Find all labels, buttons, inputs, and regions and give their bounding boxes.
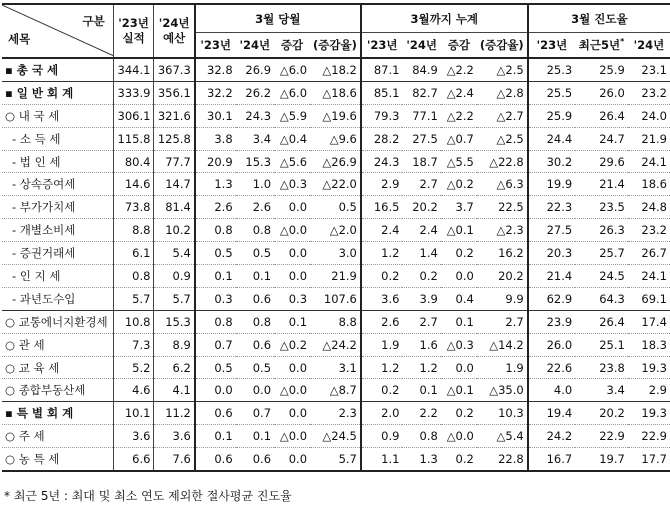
corner-bottom-label: 세목 [8, 32, 31, 46]
cell-value: 0.0 [274, 356, 310, 379]
cell-value: 0.5 [236, 356, 274, 379]
cell-value: △0.2 [274, 333, 310, 356]
cell-value: 25.7 [575, 242, 628, 265]
cell-value: 0.3 [195, 287, 236, 310]
sub-header: 증감 [274, 33, 310, 59]
row-label: - 증권거래세 [2, 242, 113, 265]
cell-value: 0.1 [402, 379, 440, 402]
row-label: - 법 인 세 [2, 150, 113, 173]
cell-value: 19.3 [628, 402, 670, 425]
cell-value: 0.1 [195, 265, 236, 288]
cell-value: △18.6 [310, 81, 361, 104]
cell-value: 0.1 [195, 425, 236, 448]
cell-value: △26.9 [310, 150, 361, 173]
cell-value: 22.8 [477, 448, 528, 471]
cell-value: 0.5 [195, 356, 236, 379]
sub-header: '23년 [361, 33, 403, 59]
cell-value: 0.8 [236, 310, 274, 333]
cell-value: △22.8 [477, 150, 528, 173]
cell-value: 0.8 [236, 219, 274, 242]
cell-value: 6.1 [113, 242, 154, 265]
cell-value: 3.7 [441, 196, 477, 219]
cell-value: 1.9 [361, 333, 403, 356]
cell-value: 1.1 [361, 448, 403, 471]
cell-value: 2.7 [402, 310, 440, 333]
row-label: ○ 교통에너지환경세 [2, 310, 113, 333]
cell-value: △0.7 [441, 127, 477, 150]
cell-value: △24.2 [310, 333, 361, 356]
cell-value: 24.3 [236, 104, 274, 127]
cell-value: 3.6 [361, 287, 403, 310]
cell-value: 32.2 [195, 81, 236, 104]
cell-value: △0.4 [274, 127, 310, 150]
cell-value: △2.2 [441, 104, 477, 127]
cell-value: 73.8 [113, 196, 154, 219]
cell-value: △2.2 [446, 62, 474, 77]
cell-value: 24.2 [528, 425, 576, 448]
cell-value: 0.9 [154, 265, 195, 288]
cell-value: 79.3 [361, 104, 403, 127]
cell-value: 85.1 [361, 81, 403, 104]
cell-value: 25.5 [528, 81, 576, 104]
cell-value: 26.9 [245, 62, 272, 77]
cell-value: △19.6 [310, 104, 361, 127]
cell-value: 356.1 [154, 81, 195, 104]
cell-value: △5.4 [477, 425, 528, 448]
cell-value: 26.4 [575, 104, 628, 127]
cell-value: 18.3 [628, 333, 670, 356]
table-row [2, 265, 670, 288]
col-23-actual-line2: 실적 [122, 31, 145, 45]
cell-value: 16.5 [361, 196, 403, 219]
cell-value: 84.9 [412, 62, 438, 77]
cell-value: 125.8 [154, 127, 195, 150]
cell-value: 0.1 [274, 310, 310, 333]
cell-value: 14.6 [113, 173, 154, 196]
cell-value: 7.3 [113, 333, 154, 356]
cell-value: 22.9 [575, 425, 628, 448]
cell-value: 0.5 [310, 196, 361, 219]
cell-value: 306.1 [113, 104, 154, 127]
col-24-budget [154, 4, 195, 58]
cell-value: △5.6 [274, 150, 310, 173]
table-row [2, 104, 670, 127]
cell-value: 10.2 [154, 219, 195, 242]
cell-value: 21.4 [575, 173, 628, 196]
cell-value: 2.6 [361, 310, 403, 333]
cell-value: 2.6 [195, 196, 236, 219]
cell-value: 2.2 [402, 402, 440, 425]
cell-value: 0.0 [274, 265, 310, 288]
cell-value: 5.7 [310, 448, 361, 471]
sub-header: '23년 [195, 33, 236, 59]
group-cumulative: 3월까지 누계 [361, 4, 528, 33]
cell-value: 69.1 [628, 287, 670, 310]
cell-value: 62.9 [528, 287, 576, 310]
cell-value: 0.8 [195, 219, 236, 242]
cell-value: 25.9 [599, 62, 625, 77]
table-row [2, 379, 670, 402]
cell-value: △24.5 [310, 425, 361, 448]
cell-value: △35.0 [477, 379, 528, 402]
cell-value: 16.2 [477, 242, 528, 265]
cell-value: 0.1 [441, 310, 477, 333]
cell-value: 19.3 [628, 356, 670, 379]
sub-header: '23년 [528, 33, 576, 59]
cell-value: 25.3 [528, 58, 576, 81]
cell-value: △6.3 [477, 173, 528, 196]
cell-value: 0.0 [274, 448, 310, 471]
cell-value: 22.9 [628, 425, 670, 448]
cell-value: 17.7 [628, 448, 670, 471]
sub-header: (증감율) [310, 33, 361, 59]
cell-value: 80.4 [113, 150, 154, 173]
cell-value: △2.8 [477, 81, 528, 104]
sub-header: (증감율) [477, 33, 528, 59]
cell-value: 16.7 [528, 448, 576, 471]
cell-value: 26.2 [236, 81, 274, 104]
cell-value: 15.3 [154, 310, 195, 333]
row-label: - 과년도수입 [2, 287, 113, 310]
cell-value: 23.8 [575, 356, 628, 379]
cell-value: 0.2 [361, 379, 403, 402]
table-row [2, 242, 670, 265]
table-row [2, 58, 670, 81]
cell-value: 3.4 [236, 127, 274, 150]
cell-value: 0.0 [274, 196, 310, 219]
cell-value: 29.6 [575, 150, 628, 173]
table-row [2, 287, 670, 310]
cell-value: 0.8 [195, 310, 236, 333]
cell-value: 0.6 [236, 287, 274, 310]
cell-value: 21.9 [628, 127, 670, 150]
row-label: ○ 내 국 세 [2, 104, 113, 127]
cell-value: 0.0 [274, 242, 310, 265]
cell-value: 87.1 [361, 58, 403, 81]
table-row [2, 425, 670, 448]
cell-value: 3.6 [154, 425, 195, 448]
cell-value: 25.1 [575, 333, 628, 356]
row-label: ▪ 특 별 회 계 [2, 402, 113, 425]
cell-value: 2.4 [402, 219, 440, 242]
cell-value: 10.3 [477, 402, 528, 425]
cell-value: 32.8 [195, 58, 236, 81]
cell-value: 19.9 [528, 173, 576, 196]
cell-value: 30.1 [195, 104, 236, 127]
cell-value: 18.7 [402, 150, 440, 173]
cell-value: 1.2 [361, 242, 403, 265]
cell-value: 2.7 [402, 173, 440, 196]
cell-value: 24.1 [628, 265, 670, 288]
sub-header-recent5: 최근5년 [578, 38, 621, 52]
cell-value: △0.0 [441, 425, 477, 448]
cell-value: 7.6 [154, 448, 195, 471]
cell-value: 3.1 [310, 356, 361, 379]
col-23-actual [113, 4, 154, 58]
cell-value: △14.2 [477, 333, 528, 356]
row-label: ○ 교 육 세 [2, 356, 113, 379]
cell-value: 3.8 [195, 127, 236, 150]
sub-header: 증감 [441, 33, 477, 59]
cell-value: 8.9 [154, 333, 195, 356]
cell-value: 14.7 [154, 173, 195, 196]
cell-value: 5.7 [113, 287, 154, 310]
table-row [2, 333, 670, 356]
cell-value: 23.2 [628, 81, 670, 104]
cell-value: 64.3 [575, 287, 628, 310]
cell-value: 1.9 [477, 356, 528, 379]
cell-value: △0.0 [274, 379, 310, 402]
cell-value: 20.2 [402, 196, 440, 219]
table-row [2, 173, 670, 196]
row-label: - 부가가치세 [2, 196, 113, 219]
cell-value: 27.5 [402, 127, 440, 150]
cell-value: 5.4 [154, 242, 195, 265]
cell-value: 0.2 [361, 265, 403, 288]
cell-value: 0.2 [402, 265, 440, 288]
cell-value: 17.4 [628, 310, 670, 333]
cell-value: 23.5 [575, 196, 628, 219]
cell-value: 2.6 [236, 196, 274, 219]
cell-value: 0.0 [236, 379, 274, 402]
cell-value: 28.2 [361, 127, 403, 150]
sub-header: '24년 [402, 33, 440, 59]
cell-value: 20.3 [528, 242, 576, 265]
cell-value: 3.6 [113, 425, 154, 448]
row-label: ▪ 일 반 회 계 [2, 81, 113, 104]
cell-value: 20.2 [575, 402, 628, 425]
cell-value: △5.9 [274, 104, 310, 127]
cell-value: 0.2 [441, 448, 477, 471]
cell-value: 0.8 [402, 425, 440, 448]
cell-value: 26.3 [575, 219, 628, 242]
tax-revenue-table [2, 3, 670, 472]
table-row [2, 81, 670, 104]
col-24-budget-line1: '24년 [158, 16, 190, 30]
cell-value: 0.5 [236, 242, 274, 265]
cell-value: 11.2 [154, 402, 195, 425]
cell-value: 24.1 [628, 150, 670, 173]
cell-value: 3.0 [310, 242, 361, 265]
cell-value: △0.1 [441, 379, 477, 402]
cell-value: 1.3 [195, 173, 236, 196]
cell-value: 82.7 [402, 81, 440, 104]
cell-value: 1.3 [402, 448, 440, 471]
cell-value: △0.3 [274, 173, 310, 196]
row-label: ○ 종합부동산세 [2, 379, 113, 402]
cell-value: 5.2 [113, 356, 154, 379]
cell-value: 0.9 [361, 425, 403, 448]
cell-value: 26.4 [575, 310, 628, 333]
footnote-mark: * [620, 37, 625, 47]
cell-value: △6.0 [279, 62, 308, 77]
cell-value: 0.5 [195, 242, 236, 265]
cell-value: 0.2 [441, 402, 477, 425]
cell-value: 0.6 [195, 448, 236, 471]
cell-value: 20.2 [477, 265, 528, 288]
cell-value: 27.5 [528, 219, 576, 242]
cell-value: 23.2 [628, 219, 670, 242]
cell-value: 81.4 [154, 196, 195, 219]
row-label: - 상속증여세 [2, 173, 113, 196]
cell-value: 0.3 [274, 287, 310, 310]
cell-value: 22.5 [477, 196, 528, 219]
cell-value: 2.4 [361, 219, 403, 242]
cell-value: 1.2 [361, 356, 403, 379]
cell-value: △0.2 [441, 173, 477, 196]
cell-value: 9.9 [477, 287, 528, 310]
cell-value: 0.0 [274, 402, 310, 425]
cell-value: 0.6 [236, 448, 274, 471]
cell-value: 21.9 [310, 265, 361, 288]
cell-value: 0.0 [441, 356, 477, 379]
table-row [2, 448, 670, 471]
col-24-budget-line2: 예산 [163, 31, 186, 45]
cell-value: 21.4 [528, 265, 576, 288]
cell-value: 2.0 [361, 402, 403, 425]
cell-value: 23.9 [528, 310, 576, 333]
cell-value: 24.5 [575, 265, 628, 288]
col-23-actual-line1: '23년 [118, 16, 149, 30]
cell-value: 24.4 [528, 127, 576, 150]
cell-value: 19.7 [575, 448, 628, 471]
sub-header: '24년 [236, 33, 274, 59]
cell-value: 0.7 [236, 402, 274, 425]
cell-value: △2.3 [477, 219, 528, 242]
cell-value: 367.3 [154, 58, 195, 81]
cell-value: △0.3 [441, 333, 477, 356]
cell-value: 22.6 [528, 356, 576, 379]
cell-value: △6.0 [274, 81, 310, 104]
cell-value: 0.1 [236, 425, 274, 448]
table-body [2, 58, 670, 471]
cell-value: 6.6 [113, 448, 154, 471]
cell-value: 0.7 [195, 333, 236, 356]
cell-value: 25.9 [528, 104, 576, 127]
row-label: ○ 주 세 [2, 425, 113, 448]
cell-value: 26.0 [575, 81, 628, 104]
cell-value: 24.8 [628, 196, 670, 219]
cell-value: △2.7 [477, 104, 528, 127]
table-row [2, 219, 670, 242]
cell-value: 30.2 [528, 150, 576, 173]
group-march: 3월 당월 [195, 4, 361, 33]
table-row [2, 402, 670, 425]
cell-value: 321.6 [154, 104, 195, 127]
cell-value: △18.2 [322, 62, 357, 77]
row-label: - 인 지 세 [2, 265, 113, 288]
table-row [2, 127, 670, 150]
cell-value: 77.1 [402, 104, 440, 127]
cell-value: 22.3 [528, 196, 576, 219]
cell-value: 10.8 [113, 310, 154, 333]
cell-value: 4.1 [154, 379, 195, 402]
cell-value: △22.0 [310, 173, 361, 196]
cell-value: 1.2 [402, 356, 440, 379]
cell-value: 0.6 [236, 333, 274, 356]
sub-header [575, 33, 628, 59]
cell-value: 5.7 [154, 287, 195, 310]
row-label: ○ 관 세 [2, 333, 113, 356]
cell-value: 77.7 [154, 150, 195, 173]
cell-value: 0.0 [441, 265, 477, 288]
cell-value: 0.8 [113, 265, 154, 288]
cell-value: 0.2 [441, 242, 477, 265]
table-row [2, 310, 670, 333]
table-row [2, 196, 670, 219]
cell-value: 107.6 [310, 287, 361, 310]
sub-header: '24년 [628, 33, 670, 59]
cell-value: 3.4 [575, 379, 628, 402]
cell-value: 2.7 [477, 310, 528, 333]
cell-value: 333.9 [113, 81, 154, 104]
cell-value: 1.0 [236, 173, 274, 196]
cell-value: 2.9 [628, 379, 670, 402]
cell-value: △0.1 [441, 219, 477, 242]
cell-value: 24.0 [628, 104, 670, 127]
cell-value: △2.5 [496, 62, 524, 77]
group-progress-rate: 3월 진도율 [528, 4, 670, 33]
corner-header [2, 4, 113, 58]
cell-value: △2.5 [477, 127, 528, 150]
cell-value: 344.1 [113, 58, 154, 81]
row-label: ▪ 총 국 세 [5, 62, 59, 77]
cell-value: 0.0 [195, 379, 236, 402]
cell-value: 0.4 [441, 287, 477, 310]
cell-value: 8.8 [113, 219, 154, 242]
cell-value: 24.3 [361, 150, 403, 173]
cell-value: △9.6 [310, 127, 361, 150]
corner-top-label: 구분 [82, 14, 105, 28]
cell-value: 4.0 [528, 379, 576, 402]
cell-value: 8.8 [310, 310, 361, 333]
cell-value: 26.7 [628, 242, 670, 265]
cell-value: 0.1 [236, 265, 274, 288]
cell-value: △2.0 [310, 219, 361, 242]
cell-value: 18.6 [628, 173, 670, 196]
cell-value: 0.6 [195, 402, 236, 425]
cell-value: 1.6 [402, 333, 440, 356]
cell-value: △5.5 [441, 150, 477, 173]
table-row [2, 150, 670, 173]
row-label: - 소 득 세 [2, 127, 113, 150]
row-label: ○ 농 특 세 [2, 448, 113, 471]
table-row [2, 356, 670, 379]
cell-value: △8.7 [310, 379, 361, 402]
cell-value: 115.8 [113, 127, 154, 150]
row-label: - 개별소비세 [2, 219, 113, 242]
cell-value: 10.1 [113, 402, 154, 425]
cell-value: 24.7 [575, 127, 628, 150]
cell-value: 3.9 [402, 287, 440, 310]
cell-value: △0.0 [274, 219, 310, 242]
cell-value: 4.6 [113, 379, 154, 402]
cell-value: △2.4 [441, 81, 477, 104]
cell-value: 23.1 [641, 62, 667, 77]
cell-value: 19.4 [528, 402, 576, 425]
cell-value: 20.9 [195, 150, 236, 173]
cell-value: 1.4 [402, 242, 440, 265]
cell-value: 2.3 [310, 402, 361, 425]
cell-value: 15.3 [236, 150, 274, 173]
cell-value: 26.0 [528, 333, 576, 356]
cell-value: 6.2 [154, 356, 195, 379]
cell-value: 2.9 [361, 173, 403, 196]
cell-value: △0.0 [274, 425, 310, 448]
footnote: * 최근 5년 : 최대 및 최소 연도 제외한 절사평균 진도율 [4, 489, 292, 503]
